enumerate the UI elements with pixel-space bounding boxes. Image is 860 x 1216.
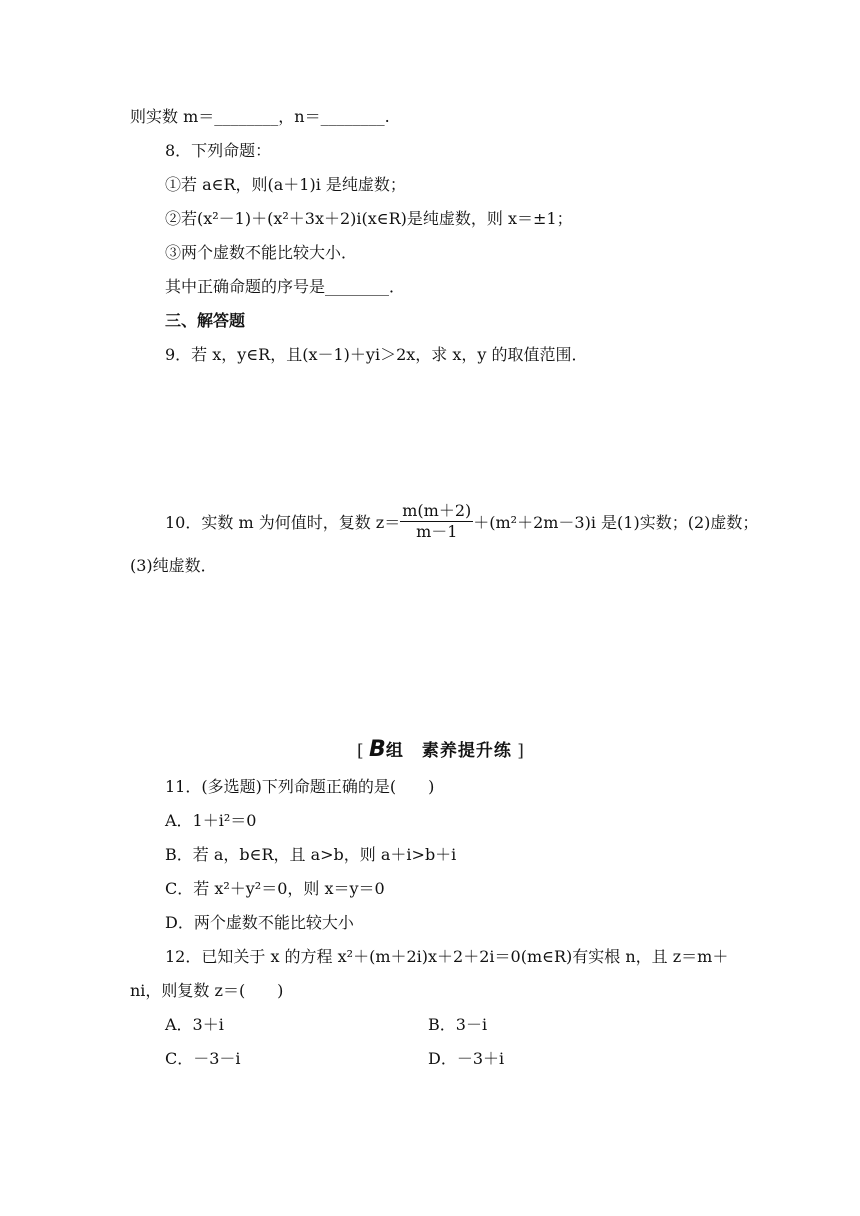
question-9: 9．若 x，y∈R，且(x－1)＋yi＞2x，求 x，y 的取值范围． bbox=[165, 345, 588, 364]
section-heading: 三、解答题 bbox=[165, 311, 246, 330]
q10-prefix: 10．实数 m 为何值时，复数 z＝ bbox=[165, 513, 401, 532]
fraction-denominator: m－1 bbox=[416, 522, 458, 541]
q10-suffix: ＋(m²＋2m－3)i 是(1)实数；(2)虚数； bbox=[473, 513, 759, 532]
q11-option-b: B．若 a，b∈R，且 a>b，则 a＋i>b＋i bbox=[165, 845, 457, 864]
q11-option-c: C．若 x²＋y²＝0，则 x＝y＝0 bbox=[165, 879, 385, 898]
banner-letter: B bbox=[369, 737, 386, 762]
q12-option-a: A．3＋i bbox=[165, 1015, 224, 1034]
section-banner bbox=[357, 736, 524, 762]
answer-blank-line: 则实数 m＝________，n＝________. bbox=[130, 107, 390, 126]
banner-bracket-open: [ bbox=[357, 741, 364, 761]
q8-prompt: 其中正确命题的序号是________． bbox=[165, 277, 406, 296]
q11-option-d: D．两个虚数不能比较大小 bbox=[165, 913, 354, 932]
question-10 bbox=[165, 502, 758, 544]
fraction-numerator: m(m＋2) bbox=[402, 501, 472, 520]
q8-statement-1: ①若 a∈R，则(a＋1)i 是纯虚数； bbox=[165, 175, 406, 194]
banner-bracket-close: ] bbox=[517, 741, 524, 761]
q10-continuation: (3)纯虚数． bbox=[130, 556, 217, 575]
q10-fraction bbox=[400, 501, 473, 542]
question-8: 8．下列命题： bbox=[165, 141, 272, 160]
banner-title: 组 素养提升练 bbox=[385, 741, 512, 761]
question-11: 11．(多选题)下列命题正确的是( ) bbox=[165, 777, 435, 796]
q12-option-c: C．－3－i bbox=[165, 1049, 241, 1068]
question-12: 12．已知关于 x 的方程 x²＋(m＋2i)x＋2＋2i＝0(m∈R)有实根 n，且 z＝m＋ bbox=[165, 947, 729, 966]
q8-statement-2: ②若(x²－1)＋(x²＋3x＋2)i(x∈R)是纯虚数，则 x＝±1； bbox=[165, 209, 573, 228]
q8-statement-3: ③两个虚数不能比较大小． bbox=[165, 243, 358, 262]
q11-option-a: A．1＋i²＝0 bbox=[165, 811, 257, 830]
q12-option-d: D．－3＋i bbox=[428, 1049, 505, 1068]
q12-option-b: B．3－i bbox=[428, 1015, 488, 1034]
q12-continuation: ni，则复数 z＝( ) bbox=[130, 981, 284, 1000]
